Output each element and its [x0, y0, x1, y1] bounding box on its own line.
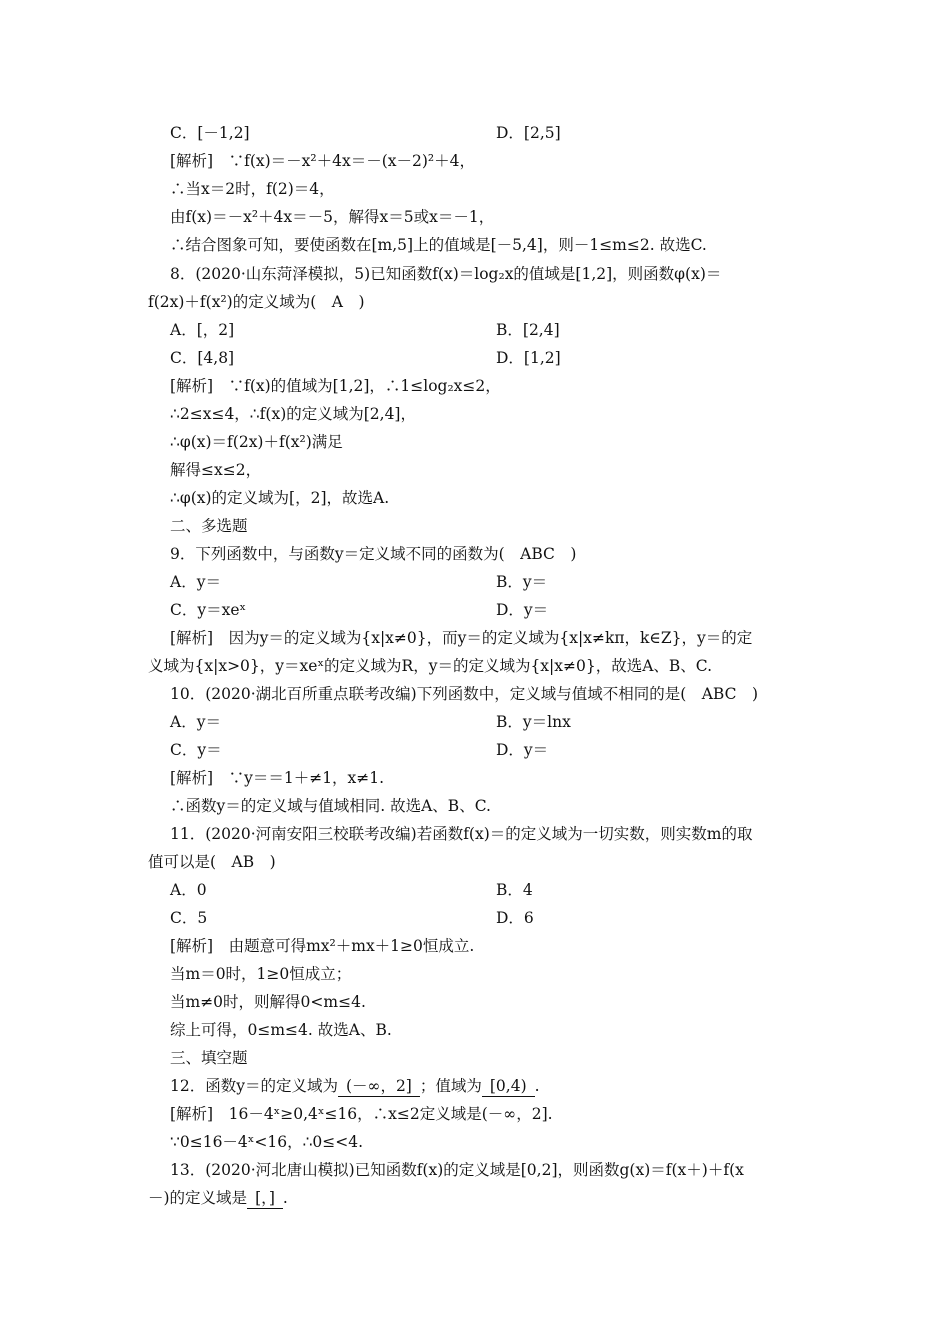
solution-line: 当m＝0时，1≥0恒成立；: [170, 965, 352, 983]
section-heading: 三、填空题: [170, 1049, 248, 1067]
solution-line: ∴结合图象可知，要使函数在[m,5]上的值域是[－5,4]，则－1≤m≤2. 故选C.: [170, 236, 707, 254]
solution-line: [解析] 16－4ˣ≥0,4ˣ≤16，∴x≤2定义域是(－∞，2].: [170, 1105, 553, 1123]
answer-blank: [，]: [247, 1188, 283, 1209]
option-c: C．y＝: [170, 741, 222, 759]
option-c-prev: C．[－1,2]: [170, 124, 250, 142]
question-text: .: [534, 1077, 540, 1095]
option-c: C．y＝xeˣ: [170, 601, 247, 619]
option-b: B．y＝: [496, 573, 548, 591]
option-d: D．6: [496, 909, 534, 927]
solution-line: 由f(x)＝－x²＋4x＝－5，解得x＝5或x＝－1，: [170, 208, 495, 226]
question-11-cont: 值可以是( AB ): [148, 853, 276, 871]
option-a: A．[，2]: [170, 321, 235, 339]
solution-line: [解析] ∵f(x)的值域为[1,2]，∴1≤log₂x≤2，: [170, 377, 501, 395]
option-d: D．y＝: [496, 601, 549, 619]
solution-line: [解析] ∵y＝＝1＋≠1，x≠1.: [170, 769, 385, 787]
option-c: C．5: [170, 909, 208, 927]
solution-line: [解析] 因为y＝的定义域为{x|x≠0}，而y＝的定义域为{x|x≠kπ，k∈Z}，y＝的定: [170, 629, 753, 647]
solution-line: [解析] ∵f(x)＝－x²＋4x＝－(x－2)²＋4，: [170, 152, 475, 170]
solution-line: ∴函数y＝的定义域与值域相同. 故选A、B、C.: [170, 797, 491, 815]
question-11: 11．(2020·河南安阳三校联考改编)若函数f(x)＝的定义域为一切实数，则实数m的取: [170, 825, 753, 843]
option-d: D．[1,2]: [496, 349, 561, 367]
option-d: D．y＝: [496, 741, 549, 759]
question-12: [170, 1076, 540, 1097]
solution-line: [解析] 由题意可得mx²＋mx＋1≥0恒成立.: [170, 937, 475, 955]
option-c: C．[4,8]: [170, 349, 235, 367]
option-b: B．[2,4]: [496, 321, 560, 339]
option-a: A．y＝: [170, 573, 221, 591]
solution-line: 综上可得，0≤m≤4. 故选A、B.: [170, 1021, 392, 1039]
question-8: 8．(2020·山东菏泽模拟，5)已知函数f(x)＝log₂x的值域是[1,2]，则函数φ(x)＝: [170, 265, 722, 283]
question-10: 10．(2020·湖北百所重点联考改编)下列函数中，定义域与值域不相同的是( ABC ): [170, 685, 759, 703]
option-a: A．y＝: [170, 713, 221, 731]
solution-line: 解得≤x≤2，: [170, 461, 262, 479]
question-9: 9．下列函数中，与函数y＝定义域不同的函数为( ABC ): [170, 545, 577, 563]
question-text: .: [282, 1189, 288, 1207]
question-text: 12．函数y＝的定义域为: [170, 1077, 338, 1095]
solution-line: ∵0≤16－4ˣ<16，∴0≤<4.: [170, 1133, 364, 1151]
option-b: B．y＝lnx: [496, 713, 571, 731]
question-text: －)的定义域是: [148, 1189, 248, 1207]
solution-line: ∴2≤x≤4，∴f(x)的定义域为[2,4]，: [170, 405, 416, 423]
answer-blank: (－∞，2]: [338, 1076, 420, 1097]
option-b: B．4: [496, 881, 533, 899]
solution-line: ∴φ(x)的定义域为[，2]，故选A.: [170, 489, 390, 507]
question-text: ；值域为: [419, 1077, 482, 1095]
option-d-prev: D．[2,5]: [496, 124, 561, 142]
solution-line: 义域为{x|x>0}，y＝xeˣ的定义域为R，y＝的定义域为{x|x≠0}，故选A、B、C.: [148, 657, 713, 675]
section-heading: 二、多选题: [170, 517, 248, 535]
solution-line: ∴当x＝2时，f(2)＝4，: [170, 180, 335, 198]
solution-line: 当m≠0时，则解得0<m≤4.: [170, 993, 366, 1011]
option-a: A．0: [170, 881, 207, 899]
question-13: 13．(2020·河北唐山模拟)已知函数f(x)的定义域是[0,2]，则函数g(x)＝f(x＋)＋f(x: [170, 1161, 744, 1179]
answer-blank: [0,4): [482, 1076, 535, 1097]
question-8-cont: f(2x)＋f(x²)的定义域为( A ): [148, 293, 365, 311]
question-13-cont: [148, 1188, 288, 1209]
solution-line: ∴φ(x)＝f(2x)＋f(x²)满足: [170, 433, 343, 451]
